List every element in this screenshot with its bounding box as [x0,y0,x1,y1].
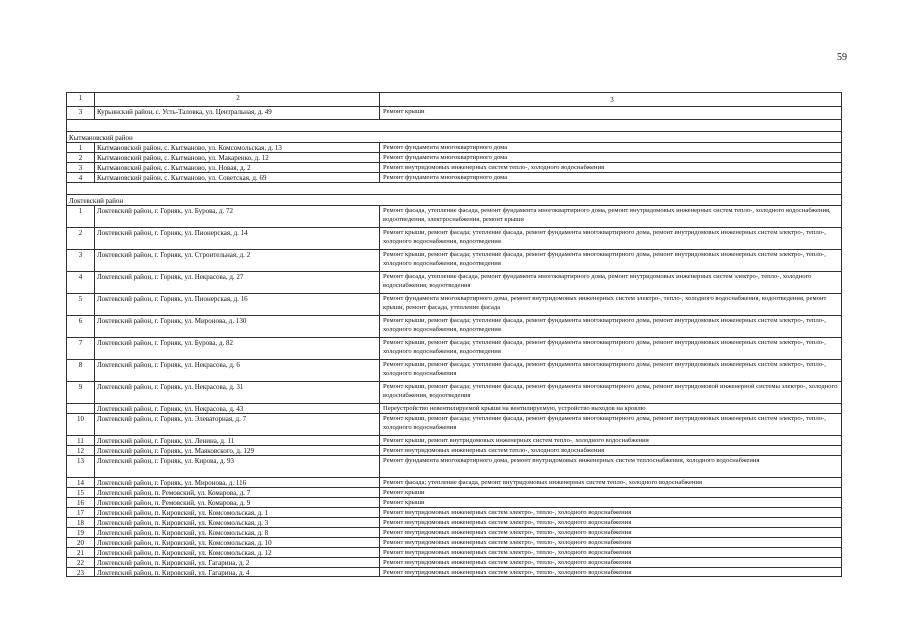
row-number: 3 [67,250,95,271]
row-number: 16 [67,498,95,507]
row-address: Локтевский район, п. Кировский, ул. Комсомольская, д. 3 [95,518,380,527]
row-works: Ремонт внутридомовых инженерных систем тепло-, холодного водоснабжения [383,447,605,454]
row-number: 13 [67,456,95,477]
row-works: Ремонт внутридомовых инженерных систем электро-, тепло-, холодного водоснабжения [383,509,632,516]
row-address: Локтевский район, г. Горняк, ул. Кирова, д. 93 [95,456,380,477]
row-address: Кытмановский район, с. Кытманово, ул. Новая, д. 2 [95,163,380,172]
table-row [66,403,842,413]
row-address: Локтевский район, п. Кировский, ул. Комсомольская, д. 12 [95,548,380,557]
table-row [66,381,842,403]
row-works: Ремонт крыши [383,489,425,496]
row-works: Ремонт крыши, ремонт внутридомовых инженерных систем тепло-, холодного водоснабжения [383,437,649,444]
row-works: Ремонт крыши, ремонт фасада; утепление фасада, ремонт фундамента многоквартирного дома, ремонт внутридомовых инженерных систем электро-, тепло-, холодного водоснабжения, водоотведения [383,251,826,267]
row-address: Локтевский район, п. Ремовский, ул. Комарова, д. 7 [95,488,380,497]
header-col-2: 2 [95,93,380,106]
row-address: Курьинский район, с. Усть-Таловка, ул. Центральная, д. 49 [95,107,380,119]
table-row [66,487,842,497]
row-number: 8 [67,360,95,381]
district-heading: Локтевский район [66,194,842,205]
row-works: Ремонт крыши, ремонт фасада; утепление фасада, ремонт фундамента многоквартирного дома, ремонт внутридомовых инженерных систем электро-, тепло-, холодного водоснабжения, водоотведения [383,229,826,245]
row-address: Локтевский район, п. Кировский, ул. Комсомольская, д. 10 [95,538,380,547]
header-col-3: 3 [610,96,614,104]
row-address: Локтевский район, г. Горняк, ул. Строительная, д. 2 [95,250,380,271]
district-heading: Кытмановский район [66,131,842,142]
row-works: Ремонт внутридомовых инженерных систем тепло-, холодного водоснабжения [383,164,605,171]
row-number: 3 [67,163,95,172]
table-row [66,557,842,567]
row-address: Кытмановский район, с. Кытманово, ул. Макаренко, д. 12 [95,153,380,162]
row-number: 10 [67,414,95,435]
row-works: Ремонт фундамента многоквартирного дома, ремонт внутридомовых инженерных систем теплоснабжения, холодного водоснабжения [383,457,760,464]
row-works: Ремонт крыши [383,499,425,506]
row-address: Локтевский район, г. Горняк, ул. Маяковского, д. 129 [95,446,380,455]
row-works: Ремонт внутридомовых инженерных систем электро-, тепло-, холодного водоснабжения [383,569,632,576]
table-row [66,547,842,557]
row-address: Локтевский район, п. Кировский, ул. Гагарина, д. 2 [95,558,380,567]
table-row [66,152,842,162]
row-address: Кытмановский район, с. Кытманово, ул. Советская, д. 69 [95,173,380,182]
row-works: Ремонт фасада, утепление фасада, ремонт фундамента многоквартирного дома, ремонт внутридомовых инженерных систем тепло-, холодного водоснабжения, водоотведения, электроснабжения, ремонт крыши [383,207,831,223]
row-number: 5 [67,294,95,315]
table-row [66,567,842,577]
row-address: Локтевский район, г. Горняк, ул. Некрасова, д. 6 [95,360,380,381]
row-works: Ремонт крыши, ремонт фасада; утепление фасада, ремонт фундамента многоквартирного дома, ремонт внутридомовых инженерных систем электро-, тепло-, холодного водоснабжения, водоотведения [383,339,826,355]
header-col-1: 1 [67,93,95,106]
table-row [66,172,842,182]
row-works: Ремонт крыши, ремонт фасада; утепление фасада, ремонт фундамента многоквартирного дома, ремонт внутридомовой инженерной системы электро-, холодного водоснабжения, водоотведения [383,383,838,399]
table-row [66,497,842,507]
row-works: Ремонт внутридомовых инженерных систем электро-, тепло-, холодного водоснабжения [383,529,632,536]
table-row [66,445,842,455]
row-number: 1 [67,206,95,227]
table-row [66,359,842,381]
table-row [66,435,842,445]
row-address: Локтевский район, г. Горняк, ул. Бурова, д. 72 [95,206,380,227]
row-address: Локтевский район, п. Кировский, ул. Гагарина, д. 4 [95,568,380,576]
page-number: 59 [837,52,847,63]
row-number: 1 [67,143,95,152]
row-address: Локтевский район, п. Ремовский, ул. Комарова, д. 9 [95,498,380,507]
row-number: 22 [67,558,95,567]
row-works: Ремонт внутридомовых инженерных систем электро-, тепло-, холодного водоснабжения [383,519,632,526]
row-number: 19 [67,528,95,537]
row-address: Локтевский район, г. Горняк, ул. Миронова, д. 116 [95,478,380,487]
row-works: Ремонт внутридомовых инженерных систем электро-, тепло-, холодного водоснабжения [383,539,632,546]
table-row [66,537,842,547]
table-row [66,293,842,315]
row-address: Локтевский район, г. Горняк, ул. Некрасова, д. 27 [95,272,380,293]
row-number: 4 [67,173,95,182]
row-address: Локтевский район, г. Горняк, ул. Пионерская, д. 16 [95,294,380,315]
works-table [66,92,842,577]
row-works: Ремонт фасада; утепление фасада, ремонт внутридомовых инженерных систем тепло-, холодного водоснабжения [383,479,702,486]
row-number: 7 [67,338,95,359]
row-number: 4 [67,272,95,293]
table-row [66,205,842,227]
row-number: 23 [67,568,95,576]
row-address: Локтевский район, г. Горняк, ул. Бурова, д. 82 [95,338,380,359]
row-works: Ремонт фундамента многоквартирного дома [383,174,508,181]
table-row [66,162,842,172]
table-row [66,455,842,477]
row-works: Ремонт крыши, ремонт фасада; утепление фасада, ремонт фундамента многоквартирного дома, ремонт внутридомовых инженерных систем электро-, тепло-, холодного водоснабжения [383,361,826,377]
row-works: Ремонт фундамента многоквартирного дома [383,154,508,161]
row-address: Локтевский район, г. Горняк, ул. Миронова, д. 130 [95,316,380,337]
row-number: 2 [67,228,95,249]
row-works: Ремонт крыши [383,108,425,115]
row-number: 21 [67,548,95,557]
table-row [66,527,842,537]
table-header-row [66,92,842,106]
row-number: 18 [67,518,95,527]
row-address: Локтевский район, п. Кировский, ул. Комсомольская, д. 8 [95,528,380,537]
row-works: Ремонт внутридомовых инженерных систем электро-, тепло-, холодного водоснабжения [383,549,632,556]
row-works: Ремонт фундамента многоквартирного дома, ремонт внутридомовых инженерных систем электро-, тепло-, холодного водоснабжения, водоотведения, ремонт крыши, ремонт фасада, утепление фасада [383,295,827,311]
row-works: Ремонт внутридомовых инженерных систем электро-, тепло-, холодного водоснабжения [383,559,632,566]
table-row [66,517,842,527]
table-row [66,507,842,517]
table-row [66,249,842,271]
row-number: 2 [67,153,95,162]
row-number: 20 [67,538,95,547]
row-number: 3 [67,107,95,119]
table-row [66,315,842,337]
row-works: Ремонт фундамента многоквартирного дома [383,144,508,151]
table-row [66,106,842,119]
table-row [66,413,842,435]
row-works: Ремонт фасада, утепление фасада, ремонт фундамента многоквартирного дома, ремонт внутридомовых инженерных систем электро-, тепло-, холодного водоснабжения, водоотведения [383,273,812,289]
table-row [66,227,842,249]
row-number: 17 [67,508,95,517]
row-number: 9 [67,382,95,403]
row-address: Локтевский район, п. Кировский, ул. Комсомольская, д. 1 [95,508,380,517]
table-row [66,477,842,487]
table-row [66,337,842,359]
row-number: 12 [67,446,95,455]
row-number: 6 [67,316,95,337]
row-address: Локтевский район, г. Горняк, ул. Некрасова, д. 31 [95,382,380,403]
row-number [67,404,95,413]
row-works: Ремонт крыши, ремонт фасада; утепление фасада, ремонт фундамента многоквартирного дома, ремонт внутридомовых инженерных систем электро-, тепло-, холодного водоснабжения, водоотведения [383,317,826,333]
row-address: Кытмановский район, с. Кытманово, ул. Комсомольская, д. 13 [95,143,380,152]
row-address: Локтевский район, г. Горняк, ул. Пионерская, д. 14 [95,228,380,249]
row-number: 15 [67,488,95,497]
row-works: Переустройство невентилируемой крыши на вентилируемую, устройство выходов на кровлю [383,405,646,412]
row-number: 14 [67,478,95,487]
table-row [66,271,842,293]
row-works: Ремонт крыши, ремонт фасада; утепление фасада, ремонт фундамента многоквартирного дома, ремонт внутридомовых инженерных систем электро-, тепло-, холодного водоснабжения [383,415,826,431]
blank-row [66,119,842,131]
row-address: Локтевский район, г. Горняк, ул. Ленина, д. 11 [95,436,380,445]
blank-row [66,182,842,194]
row-address: Локтевский район, г. Горняк, ул. Элеваторная, д. 7 [95,414,380,435]
row-address: Локтевский район, г. Горняк, ул. Некрасова, д. 43 [95,404,380,413]
table-row [66,142,842,152]
row-number: 11 [67,436,95,445]
